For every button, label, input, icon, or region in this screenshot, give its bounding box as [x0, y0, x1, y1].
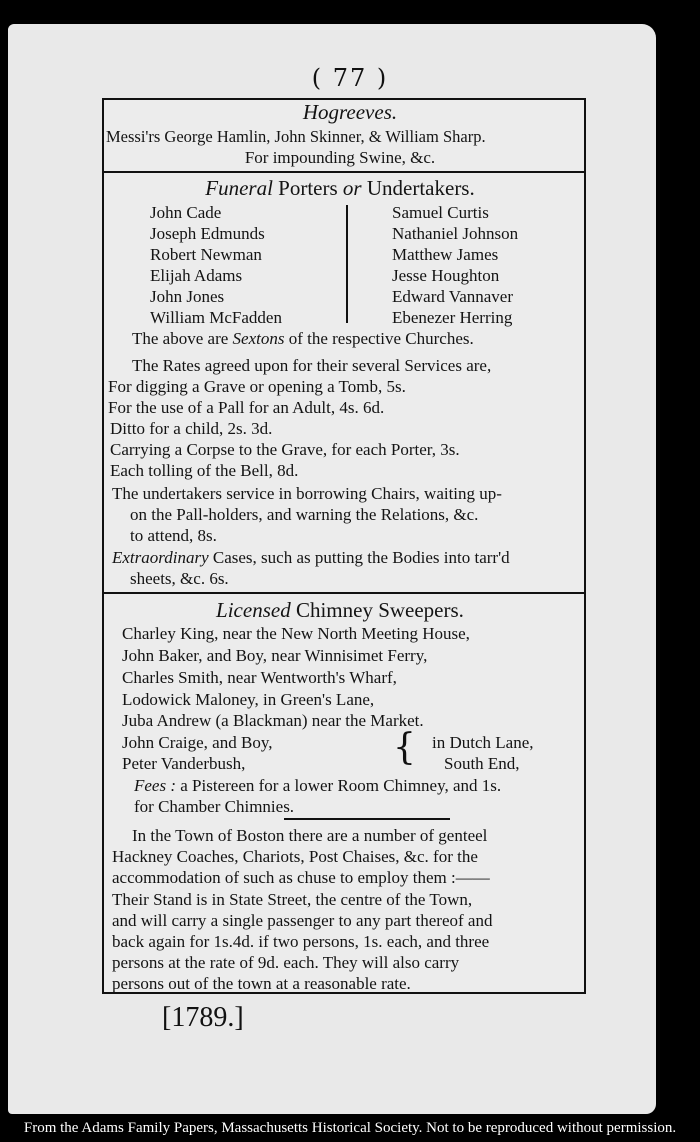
funeral-right-name: Matthew James [392, 245, 499, 264]
hackney-line: back again for 1s.4d. if two persons, 1s. each, and three [112, 932, 490, 951]
funeral-title-part2: Porters [272, 176, 343, 200]
hackney-line: Their Stand is in State Street, the centre of the Town, [112, 890, 473, 909]
sweeper-line: Charles Smith, near Wentworth's Wharf, [122, 668, 397, 687]
rate-line: The Rates agreed upon for their several Services are, [132, 356, 492, 375]
rate-line: For digging a Grave or opening a Tomb, 5s. [108, 377, 406, 396]
extraordinary-line-2: sheets, &c. 6s. [130, 569, 229, 588]
rate-line: Carrying a Corpse to the Grave, for each Porter, 3s. [110, 440, 460, 459]
fees-word: Fees : [134, 776, 177, 795]
hackney-line: and will carry a single passenger to any part thereof and [112, 911, 493, 930]
extraordinary-rest: Cases, such as putting the Bodies into tarr'd [208, 548, 510, 567]
sweeper-craige-place: in Dutch Lane, [432, 733, 534, 752]
sextons-word: Sextons [232, 329, 285, 348]
hackney-line: In the Town of Boston there are a number of genteel [132, 826, 488, 845]
hogreeves-note: For impounding Swine, &c. [244, 148, 436, 167]
funeral-right-name: Edward Vannaver [392, 287, 514, 306]
sweeper-vanderbush-place: South End, [444, 754, 520, 773]
funeral-right-name: Nathaniel Johnson [392, 224, 519, 243]
hackney-line: Hackney Coaches, Chariots, Post Chaises, &c. for the [112, 847, 478, 866]
fees-line-2: for Chamber Chimnies. [134, 797, 295, 816]
hackney-line: persons at the rate of 9d. each. They will also carry [112, 953, 460, 972]
sweeper-line: Lodowick Maloney, in Green's Lane, [122, 690, 375, 709]
chimney-title-rest: Chimney Sweepers. [290, 598, 464, 622]
sextons-pre: The above are [132, 329, 233, 348]
funeral-title-part1: Funeral [205, 176, 273, 200]
funeral-left-name: Robert Newman [150, 245, 262, 264]
extraordinary-line [112, 548, 510, 568]
divider-3 [284, 818, 450, 820]
funeral-right-name: Jesse Houghton [392, 266, 500, 285]
sweeper-line: Juba Andrew (a Blackman) near the Market. [122, 711, 424, 730]
chimney-title-ital: Licensed [216, 598, 291, 622]
sextons-line [132, 329, 474, 349]
funeral-left-name: John Cade [150, 203, 222, 222]
funeral-left-name: Elijah Adams [150, 266, 243, 285]
sweeper-line: John Baker, and Boy, near Winnisimet Ferry, [122, 646, 428, 665]
funeral-column-divider [346, 205, 348, 323]
copyright-footer: From the Adams Family Papers, Massachusetts Historical Society. Not to be reproduced without permission. [23, 1120, 677, 1136]
funeral-right-name: Ebenezer Herring [392, 308, 513, 327]
chimney-title [0, 598, 680, 623]
sweeper-craige: John Craige, and Boy, [122, 733, 273, 752]
funeral-left-name: William McFadden [150, 308, 282, 327]
fees-rest: a Pistereen for a lower Room Chimney, and 1s. [176, 776, 502, 795]
page-number: ( 77 ) [311, 64, 389, 92]
sextons-post: of the respective Churches. [284, 329, 474, 348]
rate-line: For the use of a Pall for an Adult, 4s. 6d. [108, 398, 385, 417]
rate-line: on the Pall-holders, and warning the Relations, &c. [130, 505, 479, 524]
year-annotation: [1789.] [162, 1002, 244, 1033]
funeral-left-name: John Jones [150, 287, 225, 306]
funeral-left-name: Joseph Edmunds [150, 224, 265, 243]
rate-line: The undertakers service in borrowing Chairs, waiting up- [112, 484, 502, 503]
divider-2 [104, 592, 584, 594]
extraordinary-word: Extraordinary [112, 548, 209, 567]
hogreeves-names: Messi'rs George Hamlin, John Skinner, & William Sharp. [106, 127, 486, 146]
funeral-title-part3: or [342, 176, 362, 200]
brace-glyph: { [393, 727, 416, 768]
funeral-title [0, 176, 680, 201]
hackney-line: persons out of the town at a reasonable rate. [112, 974, 411, 993]
rate-line: to attend, 8s. [130, 526, 217, 545]
fees-line [134, 776, 501, 796]
hogreeves-title: Hogreeves. [302, 100, 398, 124]
rate-line: Each tolling of the Bell, 8d. [110, 461, 299, 480]
funeral-title-part4: Undertakers. [361, 176, 475, 200]
sweeper-vanderbush: Peter Vanderbush, [122, 754, 246, 773]
sweeper-line: Charley King, near the New North Meeting House, [122, 624, 470, 643]
funeral-right-name: Samuel Curtis [392, 203, 489, 222]
divider-1 [104, 171, 584, 173]
rate-line: Ditto for a child, 2s. 3d. [110, 419, 273, 438]
hackney-line: accommodation of such as chuse to employ them :—— [112, 868, 490, 887]
